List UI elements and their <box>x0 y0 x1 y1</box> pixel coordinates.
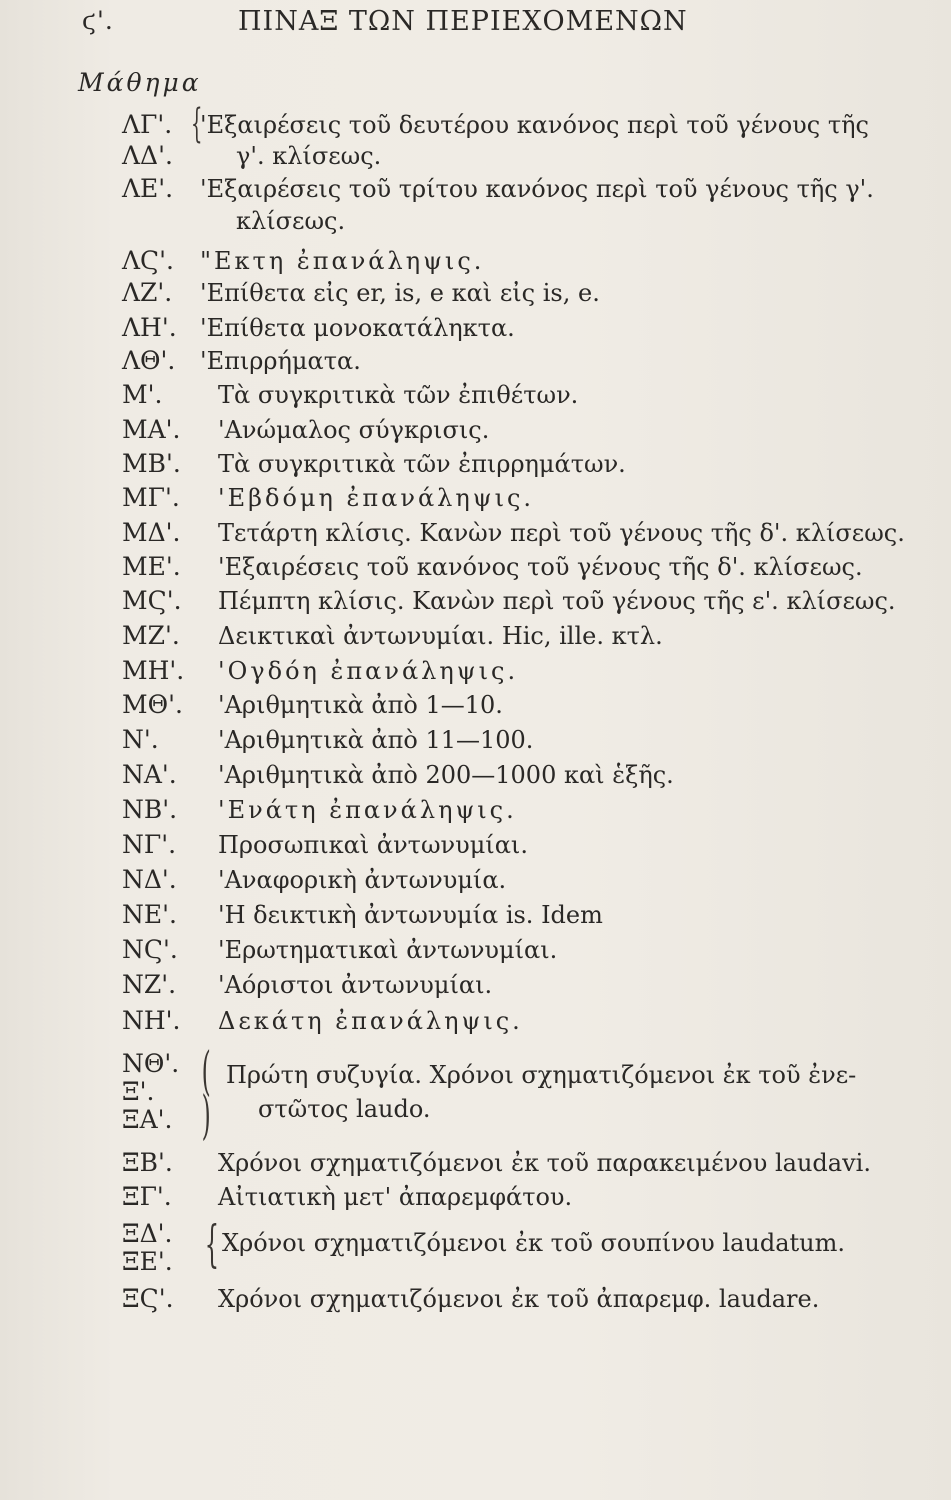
entry-text: Τὰ συγκριτικὰ τῶν ἐπιρρημάτων. <box>218 450 626 478</box>
list-item <box>0 619 951 653</box>
grouped-entry <box>0 1042 951 1146</box>
entry-number: ΝΓ'. <box>122 830 177 859</box>
entry-number: ΜΖ'. <box>122 621 180 650</box>
entry-number: Μ'. <box>122 380 163 409</box>
entry-number: ΝΗ'. <box>122 1006 181 1035</box>
entry-text: Αἰτιατικὴ μετ' ἀπαρεμφάτου. <box>218 1183 573 1211</box>
entry-number: ΝΘ'. <box>122 1049 180 1078</box>
entry-number: ΞΑ'. <box>122 1105 173 1134</box>
list-item <box>0 276 951 310</box>
entry-number: ΜΔ'. <box>122 518 181 547</box>
entry-number: ΛΗ'. <box>122 313 177 342</box>
list-item <box>0 1180 951 1214</box>
brace: { <box>204 1215 220 1273</box>
entry-text: 'Ερωτηματικαὶ ἀντωνυμίαι. <box>218 936 558 964</box>
list-item <box>0 172 951 206</box>
entry-number: ΛΕ'. <box>122 174 174 203</box>
entry-text: Τὰ συγκριτικὰ τῶν ἐπιθέτων. <box>218 381 579 409</box>
entry-number: Ξ'. <box>122 1077 155 1106</box>
entry-text: 'Αόριστοι ἀντωνυμίαι. <box>218 971 493 999</box>
entry-number: ΞΔ'. <box>122 1219 173 1248</box>
list-item <box>0 793 951 827</box>
brace: ( <box>201 1042 211 1102</box>
entry-number: ΜϚ'. <box>122 586 182 615</box>
list-item <box>0 413 951 447</box>
entry-text: 'Εξαιρέσεις τοῦ τρίτου κανόνος περὶ τοῦ γένους τῆς γ'. <box>200 175 874 203</box>
list-item <box>0 1004 951 1038</box>
entry-number: ΞΓ'. <box>122 1182 172 1211</box>
list-item <box>0 898 951 932</box>
entry-text: Δεικτικαὶ ἀντωνυμίαι. Hic, ille. κτλ. <box>218 622 663 650</box>
entry-number: ΛΔ'. <box>122 141 173 170</box>
entry-number: ΜΕ'. <box>122 552 181 581</box>
list-item <box>0 828 951 862</box>
entry-text: 'Επίθετα εἰς er, is, e καὶ εἰς is, e. <box>200 279 600 307</box>
entry-text: γ'. κλίσεως. <box>236 142 382 170</box>
entry-text: 'Αριθμητικὰ ἀπὸ 200—1000 καὶ ἑξῆς. <box>218 761 674 789</box>
entry-number: ΝϚ'. <box>122 935 178 964</box>
list-item <box>0 723 951 757</box>
grouped-entry <box>0 1215 951 1280</box>
entry-number: ΛΓ'. <box>122 110 173 139</box>
list-item <box>0 311 951 345</box>
entry-text: Χρόνοι σχηματιζόμενοι ἐκ τοῦ σουπίνου laudatum. <box>222 1229 846 1257</box>
column-heading: Μάθημα <box>78 68 202 97</box>
list-item <box>0 447 951 481</box>
entry-text: 'Αριθμητικὰ ἀπὸ 1—10. <box>218 691 503 719</box>
entry-text: 'Εξαιρέσεις τοῦ δευτέρου κανόνος περὶ τοῦ γένους τῆς <box>200 111 869 139</box>
entry-number: ΝΕ'. <box>122 900 177 929</box>
list-item <box>0 968 951 1002</box>
list-item <box>0 378 951 412</box>
entry-text: Πρώτη συζυγία. Χρόνοι σχηματιζόμενοι ἐκ τοῦ ἐνε- <box>226 1061 857 1089</box>
page-number: ϛ'. <box>82 6 114 35</box>
list-item <box>0 1282 951 1316</box>
entry-number: ΝΖ'. <box>122 970 177 999</box>
entry-text: Χρόνοι σχηματιζόμενοι ἐκ τοῦ παρακειμένου laudavi. <box>218 1149 871 1177</box>
brace: ) <box>201 1086 211 1146</box>
list-item <box>0 204 951 238</box>
entry-text: Δεκάτη ἐπανάληψις. <box>218 1007 523 1035</box>
list-item <box>0 516 951 550</box>
entry-number: ΜΗ'. <box>122 656 185 685</box>
entry-text: 'Εξαιρέσεις τοῦ κανόνος τοῦ γένους τῆς δ'. κλίσεως. <box>218 553 863 581</box>
list-item <box>0 584 951 618</box>
entry-text: 'Η δεικτικὴ ἀντωνυμία is. Idem <box>218 901 603 929</box>
list-item <box>0 1146 951 1180</box>
entry-text: 'Επίθετα μονοκατάληκτα. <box>200 314 515 342</box>
entry-number: ΜΓ'. <box>122 483 180 512</box>
list-item <box>0 688 951 722</box>
list-item <box>0 139 951 173</box>
list-item <box>0 550 951 584</box>
entry-number: ΝΑ'. <box>122 760 177 789</box>
entry-number: ΛΖ'. <box>122 278 173 307</box>
entry-number: ΛΘ'. <box>122 346 176 375</box>
entry-number: ΜΑ'. <box>122 415 181 444</box>
brace: { <box>190 101 203 147</box>
list-item <box>0 101 951 147</box>
entry-text: 'Ενάτη ἐπανάληψις. <box>218 796 517 824</box>
entry-text: 'Επιρρήματα. <box>200 347 361 375</box>
list-item <box>0 344 951 378</box>
entry-text: στῶτος laudo. <box>258 1095 431 1123</box>
entry-text: "Εκτη ἐπανάληψις. <box>200 247 485 275</box>
entry-text: Χρόνοι σχηματιζόμενοι ἐκ τοῦ ἀπαρεμφ. laudare. <box>218 1285 820 1313</box>
entry-text: κλίσεως. <box>236 207 346 235</box>
list-item <box>0 244 951 278</box>
entry-text: 'Αριθμητικὰ ἀπὸ 11—100. <box>218 726 534 754</box>
entry-number: ΞΕ'. <box>122 1247 173 1276</box>
entry-text: 'Αναφορικὴ ἀντωνυμία. <box>218 866 507 894</box>
entry-text: 'Ανώμαλος σύγκρισις. <box>218 416 490 444</box>
entry-number: ΝΒ'. <box>122 795 178 824</box>
entry-number: ΜΒ'. <box>122 449 181 478</box>
entry-number: ΜΘ'. <box>122 690 183 719</box>
entry-number: ΛϚ'. <box>122 246 175 275</box>
entry-text: Προσωπικαὶ ἀντωνυμίαι. <box>218 831 528 859</box>
entry-text: Τετάρτη κλίσις. Κανὼν περὶ τοῦ γένους τῆς δ'. κλίσεως. <box>218 519 905 547</box>
entry-number: ΞϚ'. <box>122 1284 174 1313</box>
list-item <box>0 654 951 688</box>
entry-text: 'Εβδόμη ἐπανάληψις. <box>218 484 535 512</box>
entry-text: 'Ογδόη ἐπανάληψις. <box>218 657 519 685</box>
entry-number: Ν'. <box>122 725 159 754</box>
entry-number: ΞΒ'. <box>122 1148 173 1177</box>
list-item <box>0 758 951 792</box>
entry-text: Πέμπτη κλίσις. Κανὼν περὶ τοῦ γένους τῆς ε'. κλίσεως. <box>218 587 896 615</box>
list-item <box>0 863 951 897</box>
running-title: ΠΙΝΑΞ ΤΩΝ ΠΕΡΙΕΧΟΜΕΝΩΝ <box>238 6 688 37</box>
list-item <box>0 481 951 515</box>
list-item <box>0 933 951 967</box>
entry-number: ΝΔ'. <box>122 865 177 894</box>
